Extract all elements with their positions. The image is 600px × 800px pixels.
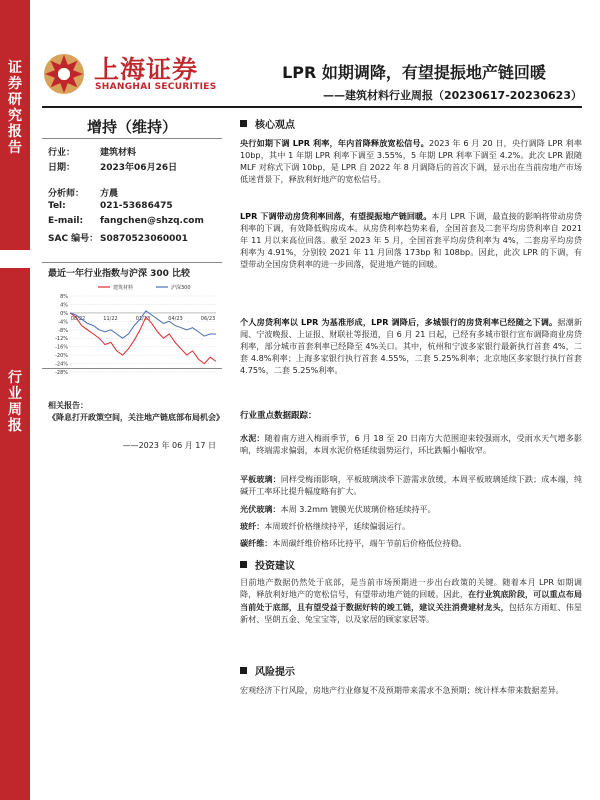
chart-y-tick-label: -16% [55, 344, 68, 351]
meta-industry: 行业： 建筑材料 [48, 148, 137, 158]
shanghai-securities-logo-icon [42, 52, 86, 96]
chart-x-tick-label: 06/23 [200, 315, 216, 322]
chart-x-tick-label: 08/22 [70, 315, 86, 322]
analyst-tel: Tel: 021-53686475 [48, 201, 173, 211]
chart-y-tick-label: -20% [55, 353, 68, 360]
core-paragraph-1: 央行如期下调 LPR 利率，年内首降释放宽松信号。2023 年 6 月 20 日，央行调降 LPR 利率 10bp，其中 1 年期 LPR 利率下调至 3.55%，5 年期 LPR 利率下调至 4.2%。此次 LPR 跟随 MLF 对称式下调 10bp，是 LPR 自 2022 年 8 月调降后的首次下调，显示出在当前房地产市场低迷背景下，释放利好地产的宽松信号。 [240, 138, 582, 185]
brand-logo [42, 48, 222, 100]
chart-divider-bottom [42, 368, 222, 369]
tracking-cement: 水泥：随着南方进入梅雨季节，6 月 18 至 20 日南方大范围迎来较强雨水，受雨水天气增多影响，终端需求偏弱，本周水泥价格延续弱势运行，环比跌幅小幅收窄。 [240, 433, 582, 456]
analyst-email: E-mail: fangchen@shzq.com [48, 216, 204, 226]
tracking-fiberglass: 玻纤：本周玻纤价格继续持平，延续偏弱运行。 [240, 521, 410, 531]
chart-y-tick-label: -28% [55, 370, 68, 376]
chart-y-tick-label: -12% [55, 336, 68, 343]
analyst-name: 分析师： 方晨 [48, 189, 119, 199]
sidebar-report-category-label: 行业周报 [8, 370, 22, 434]
report-subtitle: ——建筑材料行业周报（20230617-20230623） [322, 89, 582, 102]
advice-paragraph: 目前地产数据仍然处于底部，是当前市场预期进一步出台政策的关键。随着本月 LPR 如期调降，释放利好地产的宽松信号，有望带动地产链的回暖。因此，在行业筑底阶段，可以重点布局当前处于底部，且有望受益于数据好转的竣工链，建议关注消费建材龙头，包括东方雨虹、伟星新材、坚朗五金、兔宝宝等，以及家居的顾家家居等。 [240, 577, 582, 624]
analyst-sac: SAC 编号： S0870523060001 [48, 234, 188, 244]
core-paragraph-3: 个人房贷利率以 LPR 为基准形成，LPR 调降后，多城银行的房贷利率已经随之下调。据潮新闻、宁波晚报、上证报、财联社等报道，自 6 月 21 日起，已经有多城市银行宣布调降商业房贷利率，部分城市首套利率已经降至 4%关口。其中，杭州和宁波多家银行最新执行首套 4%，二套 4.8%利率；上海多家银行执行首套 4.55%，二套 5.25%利率；北京地区多家银行执行首套 4.75%，二套 5.25%利率。 [240, 317, 582, 376]
sidebar-report-category-tab [0, 268, 30, 800]
brand-name-cn: 上海证券 [94, 55, 199, 84]
chart-y-tick-label: -4% [58, 319, 68, 326]
section-risk-warning: 风险提示 [240, 663, 295, 678]
brand-name-en: SHANGHAI SECURITIES [95, 82, 217, 92]
rating: 增持（维持） [86, 118, 177, 136]
index-comparison-chart [48, 282, 220, 376]
rating-divider [42, 138, 222, 139]
section-bullet-icon [240, 667, 247, 674]
tracking-heading: 行业重点数据跟踪： [240, 411, 317, 421]
report-title: LPR 如期调降，有望提振地产链回暖 [282, 63, 546, 82]
section-investment-advice: 投资建议 [240, 557, 295, 572]
chart-canvas [48, 282, 220, 376]
section-bullet-icon [240, 561, 247, 568]
chart-divider-top [42, 262, 222, 263]
related-reports-label: 相关报告： [48, 401, 88, 410]
meta-date: 日期： 2023年06月26日 [48, 163, 178, 173]
related-report-date: ——2023 年 06 月 17 日 [122, 441, 216, 450]
chart-legend-label: 建筑材料 [113, 285, 134, 291]
chart-y-tick-label: 4% [60, 302, 68, 309]
tracking-carbon-fiber: 碳纤维：本周碳纤维价格环比持平，端午节前后价格低位持稳。 [240, 538, 467, 548]
core-paragraph-2: LPR 下调带动房贷利率回落，有望提振地产链回暖。本月 LPR 下调，最直接的影响将带动房贷利率的下调，有效降低购房成本。从房贷利率趋势来看，全国首套及二套平均房贷利率自 2021 年 11 月以来高位回落。截至 2023 年 5 月，全国首套平均房贷利率为 4%，二套房平均房贷利率为 4.91%，分别较 2021 年 11 月回落 173bp 和 108bp。因此，此次 LPR 的下调，有望带动全国房贷利率的进一步回落，促进地产链的回暖。 [240, 211, 582, 270]
related-report-title[interactable]: 《降息打开政策空间，关注地产链底部布局机会》 [48, 413, 224, 422]
chart-x-tick-label: 04/23 [168, 315, 183, 322]
header-divider [42, 106, 582, 108]
section-core-view: 核心观点 [240, 116, 295, 131]
chart-y-tick-label: 8% [60, 294, 68, 300]
section-bullet-icon [240, 120, 247, 127]
chart-legend-label: 沪深300 [171, 285, 191, 291]
chart-y-tick-label: -24% [55, 361, 68, 368]
risk-paragraph: 宏观经济下行风险，房地产行业修复不及预期带来需求不急预期；统计样本带来数据差异。 [240, 685, 564, 695]
chart-y-tick-label: 0% [60, 310, 68, 317]
sidebar-report-type-label: 证券研究报告 [8, 60, 22, 156]
tracking-pv-glass: 光伏玻璃：本周 3.2mm 镀膜光伏玻璃价格延续持平。 [240, 504, 436, 514]
chart-x-tick-label: 01/23 [135, 315, 151, 322]
tracking-flat-glass: 平板玻璃：同样受梅雨影响，平板玻璃淡季下游需求放缓，本周平板玻璃延续下跌；成本端，纯碱开工率环比提升幅度略有扩大。 [240, 474, 582, 497]
chart-x-tick-label: 11/22 [103, 315, 118, 322]
chart-title: 最近一年行业指数与沪深 300 比较 [48, 269, 191, 279]
chart-y-tick-label: -8% [58, 327, 68, 334]
